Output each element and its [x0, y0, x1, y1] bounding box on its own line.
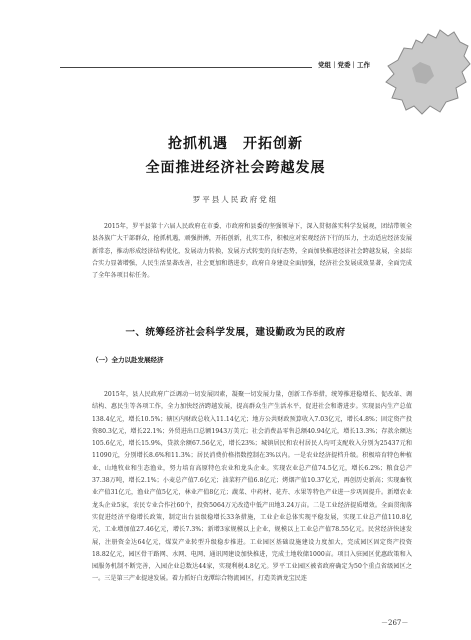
article-title-line-2: 全面推进经济社会跨越发展 — [145, 160, 326, 176]
header-rule — [60, 67, 312, 68]
page-number: －267－ — [381, 619, 409, 627]
subsection-1-body: 2015年，县人民政府广泛调动一切发展因素，凝聚一切发展力量，创新工作举措，统筹推进稳增长、促改革、调结构、惠民生等各项工作，全力加快经济跨越发展，提高群众生产生活水平，促进社会和谐进步。实现县内生产总值138.4亿元，增长10.5%；辖区内财政总收入11.14亿元；地方公共财政预算收入7.03亿元，增长4.8%；固定资产投资80.3亿元，增长22.1%；外贸进出口总额1943万美元；社会消费品零售总额40.94亿元，增长13.3%；存款余额达105.6亿元，增长15.9%，贷款余额67.56亿元，增长23%；城镇居民和农村居民人均可支配收入分别为25437元和11090元，分别增长8.6%和11.3%；居民消费价格指数控制在3%以内。一是农业经济提档升级。积极培育特色种植业、山地牧业和生态渔业，努力培育高原特色农业和龙头企业。实现农业总产值74.5亿元，增长6.2%；粮食总产37.38万吨，增长2.1%；小麦总产值7.6亿元；油菜籽产值6.8亿元；烤烟产值10.37亿元，再创历史新高；实现畜牧业产值31亿元，渔业产值5亿元，林业产值8亿元；蔬菜、中药材、花卉、水果等特色产业进一步巩固提升。新增农业龙头企业5家，农民专业合作社60个，投资5064万元改造中低产田地3.24万亩。二是工业经济提质增效。全面贯彻落实促进经济平稳增长政策，制定出台县级稳增长33条措施，工业企业总体实现平稳发展，实现工业总产值110.8亿元，工业增加值27.46亿元，增长7.3%；新增3家规模以上企业，规模以上工业总产值78.55亿元。民营经济快速发展，注册资金达64亿元，煤炭产业转型升级稳步推进。工业园区基础设施建设力度加大，完成园区固定资产投资18.82亿元，园区骨干路网、水网、电网、通讯网建设加快推进，完成土地收储1000亩。项目入驻园区优惠政策和入园服务机制不断完善，入园企业总数达44家，实现利税4.8亿元。罗平工业园区被省政府确定为50个重点省级园区之一。三是第三产业提速发展。着力抓好白龙潭综合物流园区，打造美酒龙宝民连 — [92, 391, 412, 583]
article-title-line-1: 抢抓机遇 开拓创新 — [168, 136, 303, 152]
article-byline: 罗平县人民政府党组 — [192, 195, 279, 204]
section-1-heading: 一、统筹经济社会科学发展，建设勤政为民的政府 — [125, 327, 346, 338]
subsection-1-heading: （一）全力以赴发展经济 — [92, 356, 164, 364]
intro-paragraph: 2015年，罗平县第十六届人民政府在市委、市政府和县委的坚强领导下，深入贯彻落实科学发展观，团结带领全县各族广大干部群众，抢抓机遇，顽强拼搏，开拓创新，扎实工作，积极应对宏观经济下行的压力，主动适应经济发展新常态，推动形成经济结构优化，发展动力转换，发展方式转变的良好态势，全面加快推进经济社会跨越发展，全县综合实力显著增强，人民生活显著改善，社会更加和谐进步，政府自身建设全面加强，经济社会发展成效显著，全面完成了全年各项目标任务。 — [92, 223, 412, 280]
map-logo — [360, 18, 471, 118]
section-label: 党组｜党委｜工作 — [318, 61, 370, 69]
